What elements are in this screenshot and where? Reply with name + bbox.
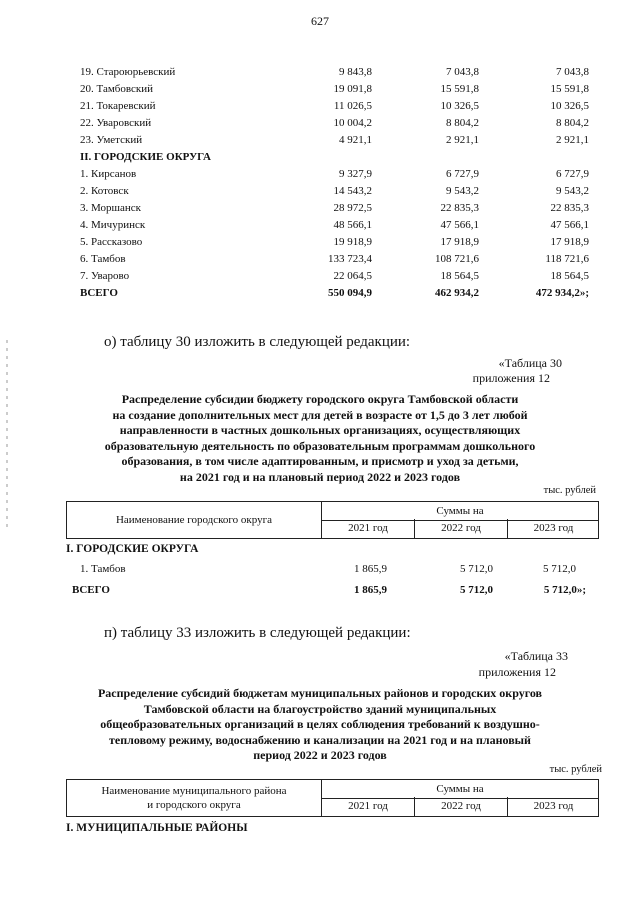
table33-note-line2: приложения 12 xyxy=(478,665,556,679)
table33-header-name-line2: и городского округа xyxy=(147,799,241,811)
table-row xyxy=(80,166,600,183)
continuation-table xyxy=(80,64,600,302)
table30-header-sums: Суммы на xyxy=(322,502,598,521)
table30-title-line: образовательную деятельность по образовательным программам дошкольного xyxy=(104,438,536,453)
row-value-2023: 118 721,6 xyxy=(545,253,589,265)
row-value-2023: 22 835,3 xyxy=(550,202,589,214)
row-value-2023: 7 043,8 xyxy=(556,66,589,78)
table-row xyxy=(80,217,600,234)
table-row xyxy=(80,561,600,578)
row-value-2021: 19 918,9 xyxy=(333,236,372,248)
row-value-2023: 18 564,5 xyxy=(550,270,589,282)
row-value-2022: 6 727,9 xyxy=(446,168,479,180)
row-value-2022: 108 721,6 xyxy=(435,253,479,265)
row-name: 19. Староюрьевский xyxy=(80,66,176,78)
row-name: 1. Кирсанов xyxy=(80,168,137,180)
total-value-2021: 1 865,9 xyxy=(354,584,387,596)
row-name: 20. Тамбовский xyxy=(80,83,154,95)
row-name: 21. Токаревский xyxy=(80,100,156,112)
table-row xyxy=(80,234,600,251)
table-row xyxy=(80,98,600,115)
table33-section-title: I. МУНИЦИПАЛЬНЫЕ РАЙОНЫ xyxy=(66,822,248,834)
table33-header-year: 2023 год xyxy=(533,800,574,812)
table30-title-line: образования, в том числе адаптированным, и присмотр и уход за детьми, xyxy=(121,454,519,468)
row-value-2021: 48 566,1 xyxy=(333,219,372,231)
row-value-2021: 9 327,9 xyxy=(339,168,372,180)
row-value-2023: 10 326,5 xyxy=(550,100,589,112)
row-value-2023: 2 921,1 xyxy=(556,134,589,146)
total-value-2022: 5 712,0 xyxy=(460,584,493,596)
row-value-2021: 550 094,9 xyxy=(328,287,372,299)
instruction-p: п) таблицу 33 изложить в следующей редакции: xyxy=(104,625,411,641)
row-value-2023: 5 712,0 xyxy=(543,563,576,575)
row-value-2022: 8 804,2 xyxy=(446,117,479,129)
table-row xyxy=(80,268,600,285)
table33-title-line: Тамбовской области на благоустройство зданий муниципальных xyxy=(143,701,497,716)
row-value-2021: 11 026,5 xyxy=(333,100,372,112)
row-value-2021: 133 723,4 xyxy=(328,253,372,265)
row-name: 2. Котовск xyxy=(80,185,129,197)
table33-header-year: 2022 год xyxy=(415,797,508,816)
row-name: 3. Моршанск xyxy=(80,202,141,214)
row-value-2021: 1 865,9 xyxy=(354,563,387,575)
total-label: ВСЕГО xyxy=(72,584,110,596)
row-value-2023: 15 591,8 xyxy=(550,83,589,95)
table30-title-line: на 2021 год и на плановый период 2022 и 2023 годов xyxy=(179,469,461,484)
row-value-2022: 9 543,2 xyxy=(446,185,479,197)
table30-header-year: 2023 год xyxy=(533,522,574,534)
row-name: ВСЕГО xyxy=(80,287,118,299)
row-value-2023: 8 804,2 xyxy=(556,117,589,129)
section-title-row xyxy=(80,149,600,166)
table33-header-name xyxy=(67,780,322,816)
row-value-2021: 10 004,2 xyxy=(333,117,372,129)
table33-units: тыс. рублей xyxy=(549,764,602,775)
table33-title-line: тепловому режиму, водоснабжению и канализации на 2021 год и на плановый xyxy=(109,732,531,747)
row-value-2022: 17 918,9 xyxy=(440,236,479,248)
row-value-2022: 47 566,1 xyxy=(440,219,479,231)
row-name: 22. Уваровский xyxy=(80,117,152,129)
row-name: 7. Уварово xyxy=(80,270,130,282)
row-value-2023: 6 727,9 xyxy=(556,168,589,180)
row-name: 23. Уметский xyxy=(80,134,143,146)
table30-note-line2: приложения 12 xyxy=(472,371,550,385)
row-value-2021: 19 091,8 xyxy=(333,83,372,95)
total-value-2023: 5 712,0»; xyxy=(543,584,586,596)
table30-section-title: I. ГОРОДСКИЕ ОКРУГА xyxy=(66,543,199,555)
table-row xyxy=(80,251,600,268)
row-value-2021: 4 921,1 xyxy=(339,134,372,146)
table30-title-line: Распределение субсидии бюджету городского округа Тамбовской области xyxy=(121,392,519,406)
table33-title xyxy=(60,686,580,764)
margin-scan-mark xyxy=(6,340,8,530)
row-value-2022: 10 326,5 xyxy=(440,100,479,112)
row-value-2021: 14 543,2 xyxy=(333,185,372,197)
table-row xyxy=(80,200,600,217)
row-value-2022: 22 835,3 xyxy=(440,202,479,214)
row-value-2022: 18 564,5 xyxy=(440,270,479,282)
table33-header-sums: Суммы на xyxy=(322,780,598,799)
table33-title-line: общеобразовательных организаций в целях соблюдения требований к воздушно- xyxy=(100,717,540,731)
row-value-2023: 47 566,1 xyxy=(550,219,589,231)
row-value-2022: 5 712,0 xyxy=(460,563,493,575)
table30-header-year: 2022 год xyxy=(415,519,508,538)
row-name: 1. Тамбов xyxy=(80,563,126,575)
row-value-2023: 9 543,2 xyxy=(556,185,589,197)
row-value-2022: 2 921,1 xyxy=(446,134,479,146)
page-number: 627 xyxy=(311,14,329,28)
table-row xyxy=(80,64,600,81)
row-value-2021: 22 064,5 xyxy=(333,270,372,282)
table30-header xyxy=(66,501,599,539)
row-value-2022: 7 043,8 xyxy=(446,66,479,78)
row-value-2023: 17 918,9 xyxy=(550,236,589,248)
table30-title-line: направленности в частных дошкольных организациях, осуществляющих xyxy=(119,423,521,437)
row-value-2022: 15 591,8 xyxy=(440,83,479,95)
table33-title-line: период 2022 и 2023 годов xyxy=(253,748,387,762)
section-title: II. ГОРОДСКИЕ ОКРУГА xyxy=(80,151,211,163)
table30-header-name: Наименование городского округа xyxy=(67,502,322,538)
table-row xyxy=(80,183,600,200)
row-name: 5. Рассказово xyxy=(80,236,143,248)
table30-note-line1: «Таблица 30 xyxy=(498,356,562,370)
table33-header-name-line1: Наименование муниципального района xyxy=(101,785,287,797)
table-row xyxy=(80,132,600,149)
table30-header-year: 2021 год xyxy=(322,519,415,538)
total-row xyxy=(80,285,600,302)
table30-units: тыс. рублей xyxy=(543,485,596,496)
row-value-2023: 472 934,2»; xyxy=(535,287,589,299)
row-value-2021: 9 843,8 xyxy=(339,66,372,78)
table-row xyxy=(80,81,600,98)
table30-title-line: на создание дополнительных мест для детей в возрасте от 1,5 до 3 лет любой xyxy=(112,407,528,422)
table33-title-line: Распределение субсидий бюджетам муниципальных районов и городских округов xyxy=(97,686,543,700)
row-name: 4. Мичуринск xyxy=(80,219,146,231)
row-value-2022: 462 934,2 xyxy=(435,287,479,299)
table30-title xyxy=(70,392,570,485)
table-row xyxy=(80,115,600,132)
table33-header xyxy=(66,779,599,817)
row-value-2021: 28 972,5 xyxy=(333,202,372,214)
instruction-o: о) таблицу 30 изложить в следующей редакции: xyxy=(104,334,411,350)
table33-header-year: 2021 год xyxy=(322,797,415,816)
row-name: 6. Тамбов xyxy=(80,253,126,265)
table33-note-line1: «Таблица 33 xyxy=(504,649,568,663)
table30-total-row xyxy=(72,582,592,599)
